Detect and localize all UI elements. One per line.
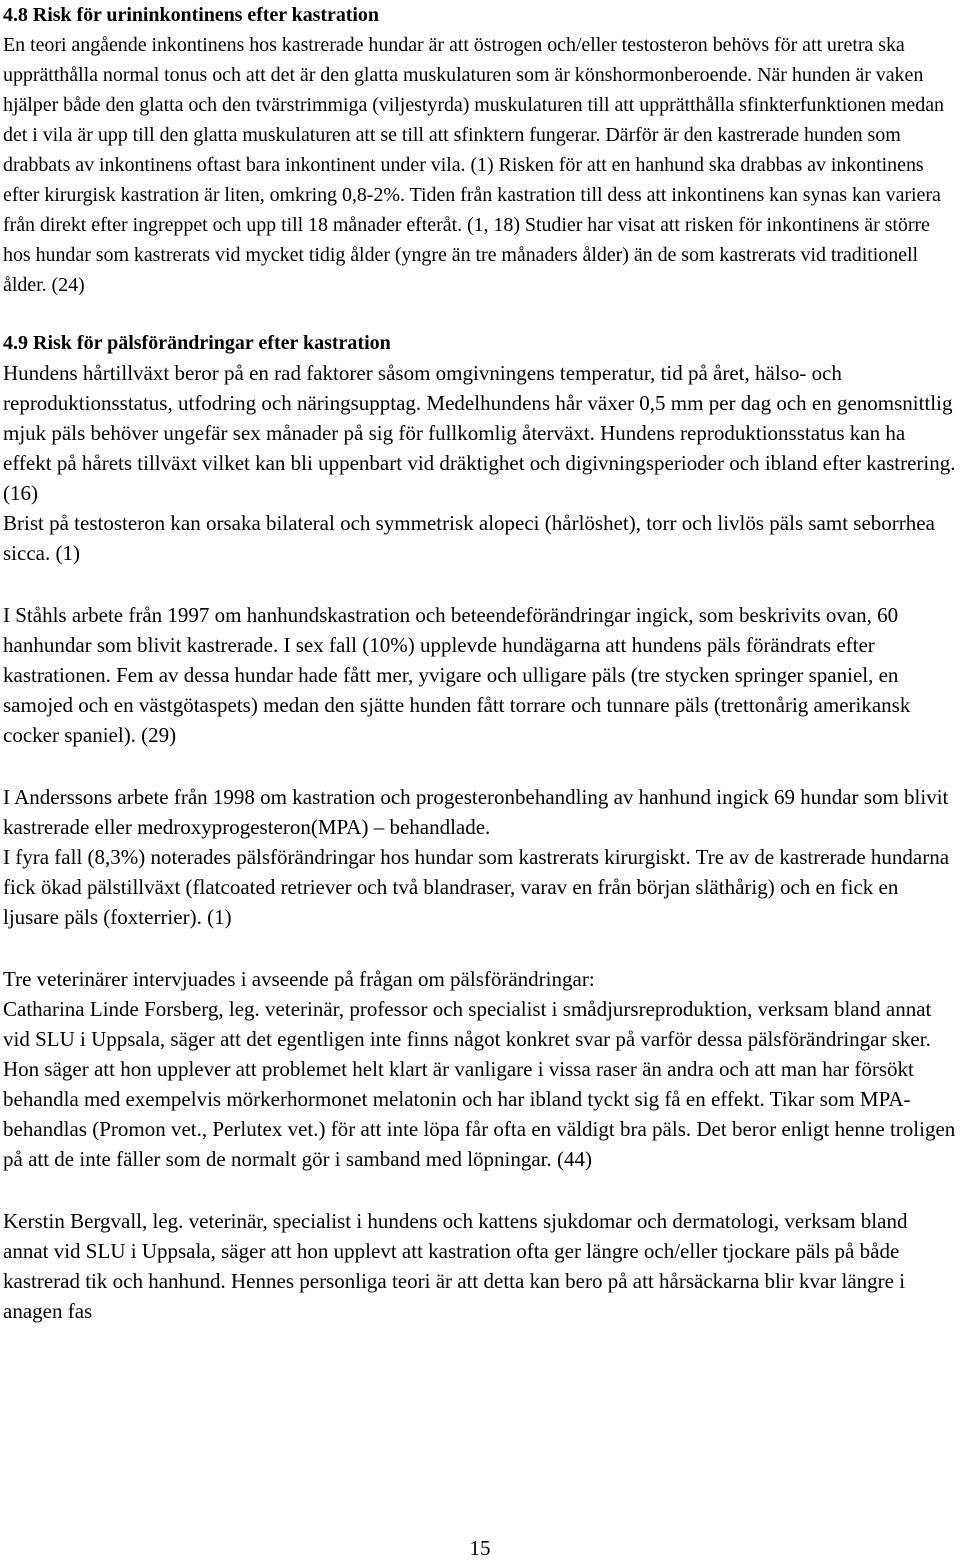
paragraph-andersson-results: I fyra fall (8,3%) noterades pälsförändringar hos hundar som kastrerats kirurgiskt. Tre av de kastrerade hundarna fick ökad pälstillväxt (flatcoated retriever och två blandraser, varav en från början släthårig) och en fick en ljusare päls (foxterrier). (1): [3, 845, 950, 929]
section-coat-changes: [3, 328, 958, 1326]
paragraph-stahl-study: I Ståhls arbete från 1997 om hanhundskastration och beteendeförändringar ingick, som beskrivits ovan, 60 hanhundar som blivit kastrerade. I sex fall (10%) upplevde hundägarna att hundens päls förändrats efter kastrationen. Fem av dessa hundar hade fått mer, yvigare och ulligare päls (tre stycken springer spaniel, en samojed och en västgötaspets) medan den sjätte hunden fått torrare och tunnare päls (trettonårig amerikansk cocker spaniel). (29): [3, 603, 911, 747]
document-page: [3, 0, 958, 1326]
section-heading-coat-changes: 4.9 Risk för pälsförändringar efter kastration: [3, 332, 391, 354]
page-number: 15: [469, 1536, 491, 1560]
paragraph-bergvall: Kerstin Bergvall, leg. veterinär, specialist i hundens och kattens sjukdomar och dermatologi, verksam bland annat vid SLU i Uppsala, säger att hon upplevt att kastration ofta ger längre och/eller tjockare päls på både kastrerad tik och hanhund. Hennes personliga teori är att detta kan bero på att hårsäckarna blir kvar längre i anagen fas: [3, 1209, 908, 1323]
paragraph-linde-forsberg: Catharina Linde Forsberg, leg. veterinär, professor och specialist i smådjursreproduktion, verksam bland annat vid SLU i Uppsala, säger att det egentligen inte finns något konkret svar på varför dessa pälsförändringar sker. Hon säger att hon upplever att problemet helt klart är vanligare i vissa raser än andra och att man har försökt behandla med exempelvis mörkerhormonet melatonin och har ibland tyckt sig få en effekt. Tikar som MPA-behandlas (Promon vet., Perlutex vet.) för att inte löpa får ofta en väldigt bra päls. Det beror enligt henne troligen på att de inte fäller som de normalt gör i samband med löpningar. (44): [3, 997, 956, 1171]
paragraph-incontinence: En teori angående inkontinens hos kastrerade hundar är att östrogen och/eller testosteron behövs för att uretra ska upprätthålla normal tonus och att det är den glatta muskulaturen som är könshormonberoende. När hunden är vaken hjälper både den glatta och den tvärstrimmiga (viljestyrda) muskulaturen till att upprätthålla sfinkterfunktionen medan det i vila är upp till den glatta muskulaturen att se till att sfinktern fungerar. Därför är den kastrerade hunden som drabbats av inkontinens oftast bara inkontinent under vila. (1) Risken för att en hanhund ska drabbas av inkontinens efter kirurgisk kastration är liten, omkring 0,8-2%. Tiden från kastration till dess att inkontinens kan synas kan variera från direkt efter ingreppet och upp till 18 månader efteråt. (1, 18) Studier har visat att risken för inkontinens är större hos hundar som kastrerats vid mycket tidig ålder (yngre än tre månaders ålder) än de som kastrerats vid traditionell ålder. (24): [3, 34, 944, 296]
paragraph-hair-growth: Hundens hårtillväxt beror på en rad faktorer såsom omgivningens temperatur, tid på året, hälso- och reproduktionsstatus, utfodring och näringsupptag. Medelhundens hår växer 0,5 mm per dag och en genomsnittlig mjuk päls behöver ungefär sex månader på sig för fullkomlig återväxt. Hundens reproduktionsstatus kan ha effekt på hårets tillväxt vilket kan bli uppenbart vid dräktighet och digivningsperioder och ibland efter kastrering. (16): [3, 361, 956, 505]
paragraph-andersson-study: I Anderssons arbete från 1998 om kastration och progesteronbehandling av hanhund ingick 69 hundar som blivit kastrerade eller medroxyprogesteron(MPA) – behandlade.: [3, 785, 949, 839]
paragraph-testosterone: Brist på testosteron kan orsaka bilateral och symmetrisk alopeci (hårlöshet), torr och livlös päls samt seborrhea sicca. (1): [3, 511, 935, 565]
paragraph-interviews-intro: Tre veterinärer intervjuades i avseende på frågan om pälsförändringar:: [3, 967, 595, 991]
section-heading-incontinence: 4.8 Risk för urininkontinens efter kastration: [3, 4, 379, 26]
section-incontinence: [3, 0, 958, 300]
